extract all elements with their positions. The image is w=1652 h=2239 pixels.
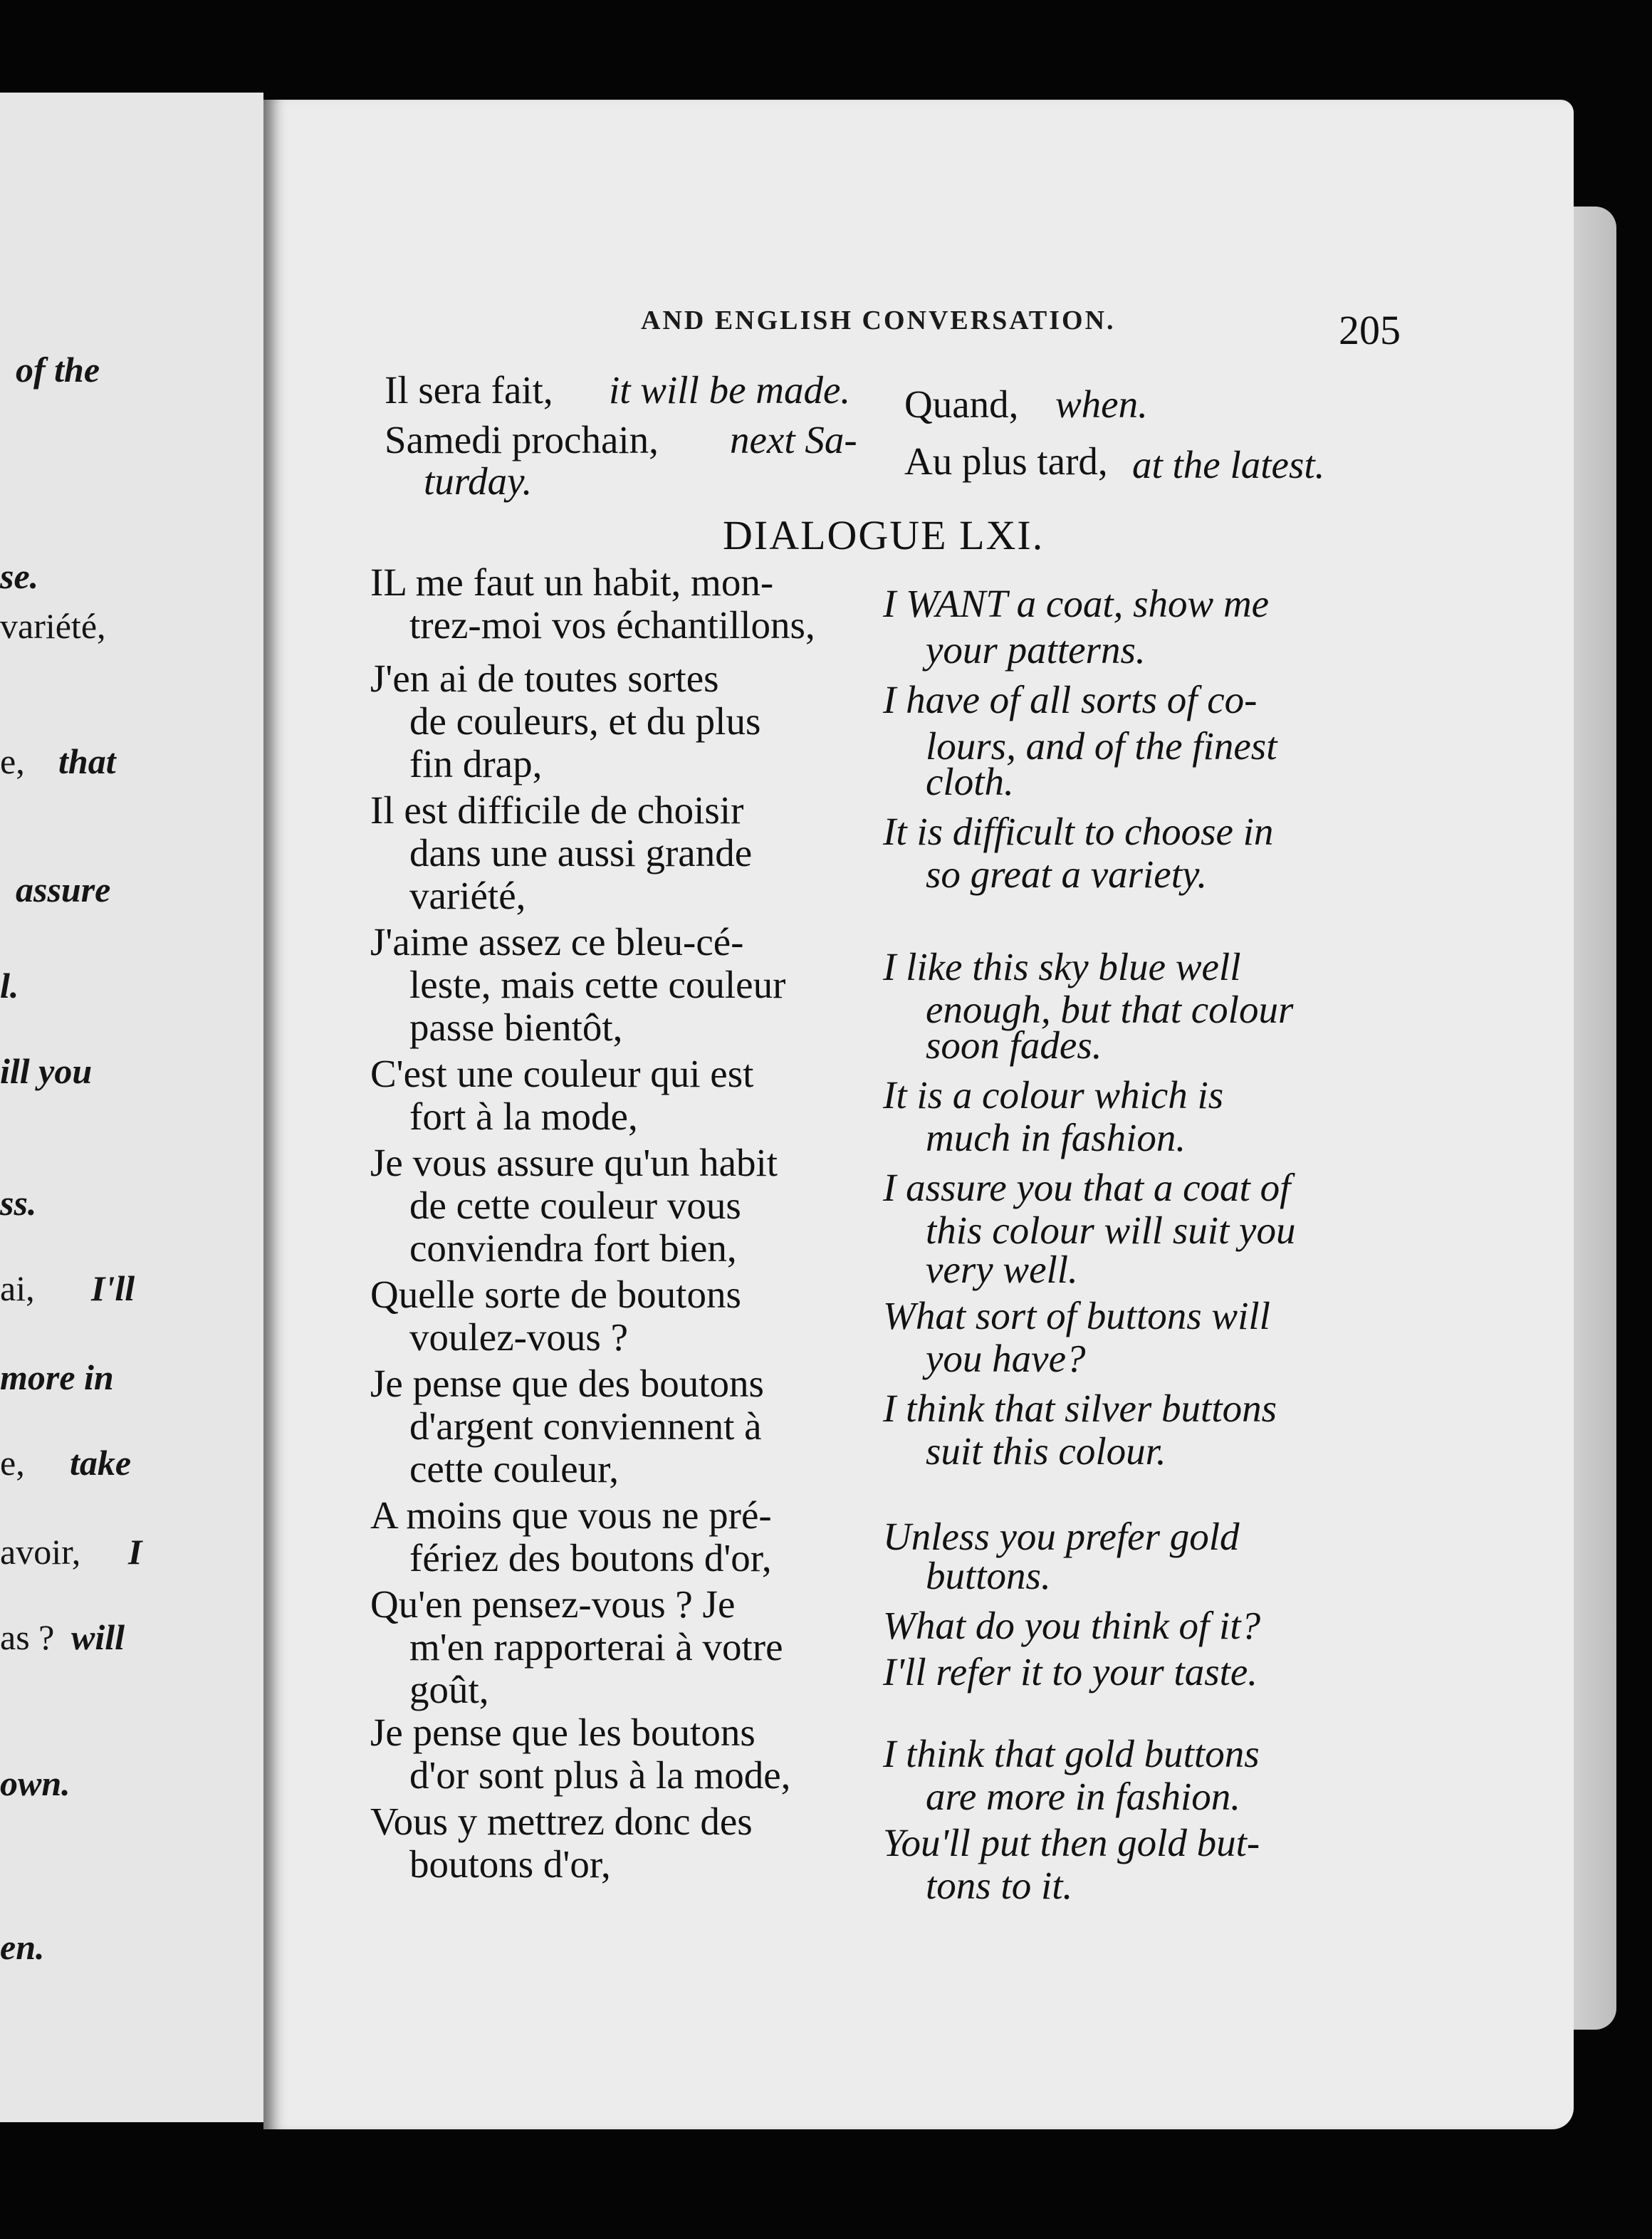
top-en-4: at the latest. [1132,443,1325,486]
facing-text: ai, [0,1268,35,1308]
facing-text: take [70,1443,132,1483]
facing-text: I'll [91,1268,135,1308]
french-line: fériez des boutons d'or, [409,1536,772,1580]
french-line: dans une aussi grande [409,831,753,875]
french-line: d'argent conviennent à [409,1404,762,1448]
english-line: are more in fashion. [926,1775,1241,1818]
french-line: conviendra fort bien, [409,1226,737,1270]
facing-text: variété, [0,606,106,646]
french-line: J'en ai de toutes sortes [370,657,719,700]
top-fr-3: Samedi prochain, [385,418,659,461]
english-line: I have of all sorts of co- [883,678,1258,721]
running-title: AND ENGLISH CONVERSATION. [641,306,1116,335]
french-line: passe bientôt, [409,1006,623,1049]
french-line: voulez-vous ? [409,1315,628,1359]
english-line: I think that silver buttons [883,1387,1277,1430]
french-line: J'aime assez ce bleu-cé- [370,920,744,964]
top-en-2: when. [1055,382,1148,426]
facing-text: more in [0,1357,114,1397]
top-en-3b: turday. [424,459,533,503]
english-line: I assure you that a coat of [883,1166,1291,1209]
english-line: suit this colour. [926,1429,1166,1473]
top-en-3a: next Sa- [730,418,857,461]
french-line: de cette couleur vous [409,1184,741,1227]
english-line: so great a variety. [926,852,1208,896]
french-line: leste, mais cette couleur [409,963,786,1006]
english-line: I'll refer it to your taste. [883,1650,1258,1693]
french-line: A moins que vous ne pré- [370,1493,772,1537]
english-line: very well. [926,1248,1078,1291]
english-line: It is difficult to choose in [883,810,1274,853]
facing-text: that [58,741,116,781]
english-line: buttons. [926,1554,1051,1597]
facing-text: own. [0,1763,70,1803]
french-line: Il est difficile de choisir [370,788,744,832]
page-number: 205 [1339,307,1401,353]
top-en-1: it will be made. [609,368,851,412]
english-line: you have? [926,1337,1086,1380]
english-line: I WANT a coat, show me [883,582,1270,625]
top-fr-2: Quand, [904,382,1019,426]
french-line: trez-moi vos échantillons, [409,603,815,647]
facing-text: e, [0,1443,25,1483]
facing-page [0,93,263,2122]
english-line: cloth. [926,760,1014,803]
top-fr-4: Au plus tard, [904,439,1108,483]
english-line: What do you think of it? [883,1604,1261,1647]
english-line: your patterns. [926,628,1146,672]
facing-text: e, [0,741,25,781]
french-line: Je pense que les boutons [370,1711,756,1754]
facing-text: of the [16,350,100,390]
french-line: de couleurs, et du plus [409,699,761,743]
facing-text: as ? [0,1617,55,1657]
french-line: Je vous assure qu'un habit [370,1141,778,1184]
french-line: C'est une couleur qui est [370,1052,754,1095]
dialogue-title: DIALOGUE LXI. [723,512,1045,558]
french-line: boutons d'or, [409,1842,611,1886]
french-line: Je pense que des boutons [370,1362,764,1405]
facing-text: assure [16,870,111,909]
english-line: I like this sky blue well [883,945,1241,988]
french-line: Qu'en pensez-vous ? Je [370,1582,736,1626]
french-line: cette couleur, [409,1447,620,1491]
english-line: You'll put then gold but- [883,1821,1260,1864]
french-line: fin drap, [409,742,543,786]
facing-text: l. [0,966,19,1006]
top-fr-1: Il sera fait, [385,368,553,412]
french-line: IL me faut un habit, mon- [370,560,774,604]
page-edge [1574,207,1616,2030]
facing-text: ill you [0,1051,93,1091]
english-line: Unless you prefer gold [883,1515,1240,1558]
french-line: Quelle sorte de boutons [370,1273,741,1316]
french-line: Vous y mettrez donc des [370,1800,753,1843]
french-line: goût, [409,1668,489,1711]
facing-text: will [71,1617,125,1657]
english-line: much in fashion. [926,1116,1186,1159]
french-line: variété, [409,874,526,917]
english-line: lours, and of the finest [926,724,1277,768]
english-line: It is a colour which is [883,1073,1224,1117]
facing-text: se. [0,556,39,596]
english-line: What sort of buttons will [883,1294,1270,1337]
english-line: this colour will suit you [926,1209,1296,1252]
french-line: d'or sont plus à la mode, [409,1753,791,1797]
facing-text: I [128,1532,142,1572]
french-line: m'en rapporterai à votre [409,1625,783,1669]
english-line: tons to it. [926,1864,1073,1907]
facing-text: ss. [0,1183,37,1223]
french-line: fort à la mode, [409,1095,638,1138]
facing-text: avoir, [0,1532,81,1572]
english-line: I think that gold buttons [883,1732,1260,1775]
english-line: soon fades. [926,1023,1102,1067]
english-line: enough, but that colour [926,988,1294,1031]
facing-text: en. [0,1927,45,1967]
